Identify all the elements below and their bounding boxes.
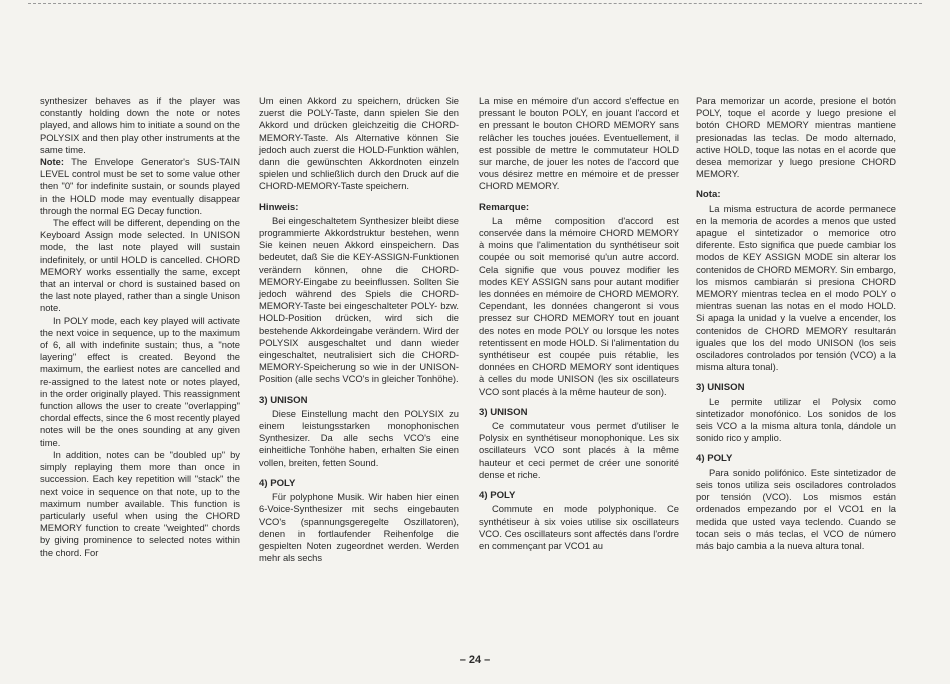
section-title-unison: 3) UNISON bbox=[696, 382, 745, 394]
top-border bbox=[28, 3, 922, 4]
paragraph: Bei eingeschaltetem Synthesizer bleibt diese programmierte Akkordstruktur bestehen, wenn Sie keinen neuen Akkord einspeichern. Das bedeutet, daß Sie die KEY-ASSIGN-Funktionen verändern können, ohne die CHORD-MEMORY-Eingabe zu beeinflussen. Sollten Sie jedoch während des Spiels die CHORD-MEMORY-Taste bei eingeschalteter POLY- bzw. HOLD-Position drücken, wird sich die bestehende Akkordeingabe verändern. Wird der POLYSIX ausgeschaltet und dann wieder eingeschaltet, neutralisiert sich die CHORD-MEMORY-Speicherung so wie in der UNISON-Position (alle sechs VCO's in gleicher Tonhöhe). bbox=[259, 214, 459, 385]
note-paragraph bbox=[40, 156, 240, 217]
page-number: – 24 – bbox=[459, 654, 491, 666]
section-title-remarque: Remarque: bbox=[479, 201, 530, 213]
note-text: The Envelope Generator's SUS-TAIN LEVEL control must be set to some value other then "0" for indefinite sustain, or sounds played in the HOLD mode may eventually disappear through the normal EG Decay function. bbox=[40, 156, 240, 216]
section-title-nota: Nota: bbox=[696, 189, 721, 201]
paragraph: Para sonido polifónico. Este sintetizador de seis tonos utiliza seis osciladores controlados por tensión (VCO). Los mismos están ordenados empezando por el VCO1 en la medida que usted vaya teclendo. Cuando se tocan seis o más teclas, el VCO de número más bajo cambia a la nueva altura tonal. bbox=[696, 466, 896, 551]
paragraph: Para memorizar un acorde, presione el botón POLY, toque el acorde y luego presione el botón CHORD MEMORY mientras mantiene presionadas las teclas. De modo alternado, active HOLD, toque las notas en el acorde que desea memorizar y luego presione CHORD MEMORY. bbox=[696, 95, 896, 180]
paragraph: Diese Einstellung macht den POLYSIX zu einem leistungsstarken monophonischen Synthesizer. Da alle sechs VCO's eine einheitliche Tonhöhe haben, erhalten Sie einen vollen, breiten, fetten Sound. bbox=[259, 407, 459, 468]
paragraph: La mise en mémoire d'un accord s'effectue en pressant le bouton POLY, en jouant l'accord et en pressant le bouton CHORD MEMORY sans relâcher les touches jouées. Eventuellement, il est possible de mettre le commutateur HOLD sur marche, de jouer les notes de l'accord que vous désirez mettre en mémoire et de presser CHORD MEMORY. bbox=[479, 95, 679, 192]
paragraph: Um einen Akkord zu speichern, drücken Sie zuerst die POLY-Taste, dann spielen Sie den Akkord und drücken gleichzeitig die CHORD-MEMORY-Taste. Als Alternative können Sie jedoch auch zuerst die HOLD-Funktion wählen, dann die gewünschten Akkordnoten einzeln spielen und schließlich durch den Druck auf die CHORD-MEMORY-Taste speichern. bbox=[259, 95, 459, 192]
paragraph: synthesizer behaves as if the player was constantly holding down the note or notes played, and allows him to initiate a sound on the POLYSIX and then play other instruments at the same time. bbox=[40, 95, 240, 155]
section-title-unison: 3) UNISON bbox=[259, 394, 308, 406]
section-title-poly: 4) POLY bbox=[479, 490, 516, 502]
column-french bbox=[479, 95, 679, 552]
paragraph: Commute en mode polyphonique. Ce synthétiseur à six voies utilise six oscillateurs VCO. Ces oscillateurs sont affectés dans l'ordre en commençant par VCO1 au bbox=[479, 503, 679, 551]
section-title-poly: 4) POLY bbox=[696, 453, 733, 465]
paragraph: La misma estructura de acorde permanece en la memoria de acordes a menos que usted apague el sintetizador o memorice otro diferente. Esto significa que puede cambiar los modos de KEY ASSIGN MODE sin alterar los contenidos de CHORD MEMORY. Sin embargo, los mismos cambiarán si presiona CHORD MEMORY mientras teclea en el modo POLY o mientras suenan las notas en el modo HOLD. Si apaga la unidad y la vuelve a encender, los contenidos de CHORD MEMORY resultarán iguales que los del modo UNISON (los seis osciladores controlados por tensión (VCO) a la misma altura tonal). bbox=[696, 202, 896, 373]
column-german bbox=[259, 95, 459, 564]
paragraph: In addition, notes can be "doubled up" by simply replaying them more than once in succession. Each key repetition will "stack" the next voice in sequence on that note, up to the maximum number available. This function is particularly useful when using the CHORD MEMORY function to create "weighted" chords by giving prominence to selected notes within the chord. For bbox=[40, 448, 240, 558]
paragraph: La même composition d'accord est conservée dans la mémoire CHORD MEMORY à moins que l'alimentation du synthétiseur soit coupée ou soit memorisé qu'un autre accord. Cela signifie que vous pouvez modifier les modes KEY ASSIGN sans pour autant modifier les données en mémoire de CHORD MEMORY. Cependant, les données changeront si vous pressez sur CHORD MEMORY tout en jouant des notes en mode POLY ou lorsque les notes retentissent en mode HOLD. Si l'alimentation du synthétiseur est coupée puis rétablie, les données en CHORD MEMORY sont identiques à celles du mode UNISON (les six oscillateurs VCO sont placés à la même hauteur de son). bbox=[479, 214, 679, 397]
note-label: Note: bbox=[40, 156, 64, 168]
column-spanish bbox=[696, 95, 896, 552]
paragraph: Für polyphone Musik. Wir haben hier einen 6-Voice-Synthesizer mit sechs eingebauten VCO's (spannungsgeregelte Oszillatoren), denen in fortlaufender Reihenfolge die gespielten Noten zugeordnet werden. Werden mehr als sechs bbox=[259, 491, 459, 564]
section-title-unison: 3) UNISON bbox=[479, 406, 528, 418]
paragraph: Ce commutateur vous permet d'utiliser le Polysix en synthétiseur monophonique. Les six oscillateurs VCO sont placés à la même hauteur et ceci permet de créer une sonorité dense et riche. bbox=[479, 420, 679, 480]
paragraph: In POLY mode, each key played will activate the next voice in sequence, up to the maximum of 6, all with indefinite sustain; thus, a "note layering" effect is created. Beyond the maximum, the earliest notes are cancelled and re-assigned to the latest note or notes played, in the order originally played. This reassignment function allows the user to create "overlapping" chordal effects, since the 6 most recently played notes will be the ones sounding at any given time. bbox=[40, 314, 240, 448]
section-title-poly: 4) POLY bbox=[259, 477, 296, 489]
column-english bbox=[40, 95, 240, 559]
paragraph: The effect will be different, depending on the Keyboard Assign mode selected. In UNISON mode, the last note played will sustain indefinitely, or until HOLD is cancelled. CHORD MEMORY works essentially the same, except that an interval or chord is sustained based on the last note played, rather than a single Unison note. bbox=[40, 217, 240, 314]
paragraph: Le permite utilizar el Polysix como sintetizador monofónico. Los sonidos de los seis VCO a la misma altura tonla, dándole un sonido rico y amplio. bbox=[696, 395, 896, 444]
section-title-hinweis: Hinweis: bbox=[259, 201, 299, 213]
